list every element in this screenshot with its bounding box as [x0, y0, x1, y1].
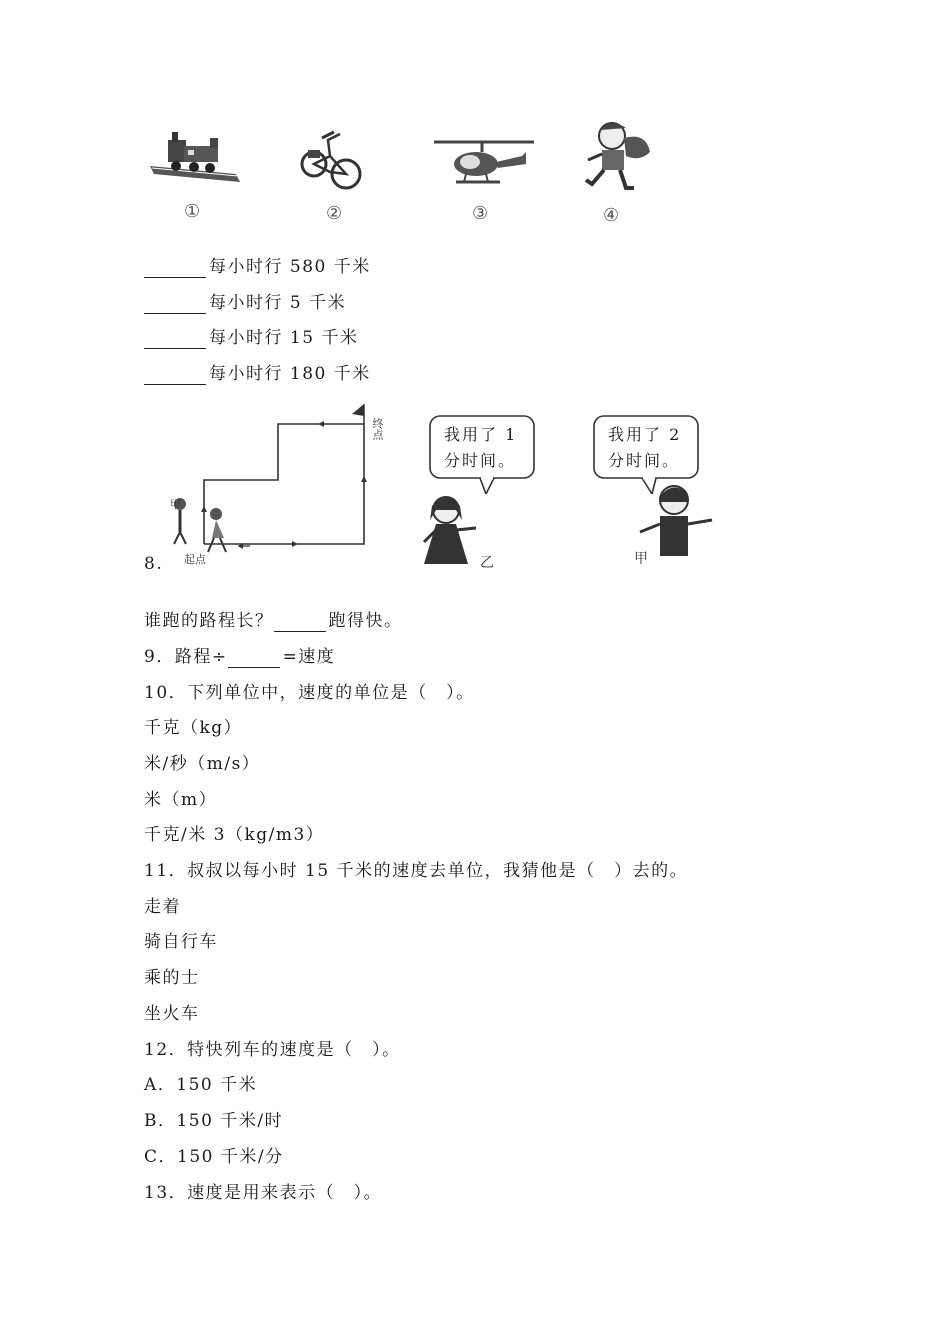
train-icon — [146, 126, 244, 188]
answer-blank[interactable] — [144, 366, 206, 385]
answer-blank[interactable] — [274, 613, 326, 632]
q12-stem: 12．特快列车的速度是（ ）。 — [144, 1040, 401, 1060]
vehicle-label-3: ③ — [472, 203, 489, 224]
q8-number: 8. — [144, 554, 164, 574]
q10-stem: 10．下列单位中，速度的单位是（ ）。 — [144, 683, 475, 703]
answer-blank[interactable] — [144, 259, 206, 278]
q11-stem: 11．叔叔以每小时 15 千米的速度去单位，我猜他是（ ）去的。 — [144, 861, 689, 881]
vehicle-label-1: ① — [184, 201, 201, 222]
q10-option[interactable]: 千克（kg） — [144, 718, 243, 738]
speed-line-3: 每小时行 15 千米 — [144, 327, 358, 349]
boy-bubble-text: 我用了 2 分时间。 — [608, 425, 682, 470]
speed-line-2: 每小时行 5 千米 — [144, 292, 346, 314]
q10-option[interactable]: 千克/米 3（kg/m3） — [144, 825, 325, 845]
q8-question: 谁跑的路程长？ 跑得快。 — [144, 611, 403, 631]
q11-option[interactable]: 骑自行车 — [144, 932, 218, 952]
q11-option[interactable]: 走着 — [144, 897, 181, 917]
start-label: 起点 — [184, 553, 206, 566]
girl-bubble-text: 我用了 1 分时间。 — [444, 425, 518, 470]
q12-option[interactable]: A．150 千米 — [144, 1075, 258, 1095]
helicopter-icon — [430, 134, 538, 194]
answer-blank[interactable] — [144, 295, 206, 314]
q12-option[interactable]: B．150 千米/时 — [144, 1111, 284, 1131]
route-diagram — [168, 396, 398, 572]
answer-blank[interactable] — [144, 330, 206, 349]
boy-label: 甲 — [634, 551, 648, 567]
q11-option[interactable]: 坐火车 — [144, 1004, 200, 1024]
q9-question: 9．路程÷ =速度 — [144, 647, 336, 667]
q10-option[interactable]: 米/秒（m/s） — [144, 754, 261, 774]
q10-option[interactable]: 米（m） — [144, 790, 218, 810]
answer-blank[interactable] — [228, 649, 280, 668]
q12-option[interactable]: C．150 千米/分 — [144, 1147, 284, 1167]
vehicle-label-4: ④ — [603, 205, 620, 226]
vehicle-label-2: ② — [326, 203, 343, 224]
walking-boy-icon — [580, 118, 656, 196]
finish-label: 终点 — [371, 418, 384, 440]
speed-line-1: 每小时行 580 千米 — [144, 256, 371, 278]
girl-label: 乙 — [480, 555, 494, 571]
q11-option[interactable]: 乘的士 — [144, 968, 200, 988]
runner-jia-label: 甲 — [170, 498, 181, 511]
bicycle-icon — [300, 126, 372, 194]
speed-line-4: 每小时行 180 千米 — [144, 363, 371, 385]
q13-stem: 13．速度是用来表示（ ）。 — [144, 1183, 383, 1203]
